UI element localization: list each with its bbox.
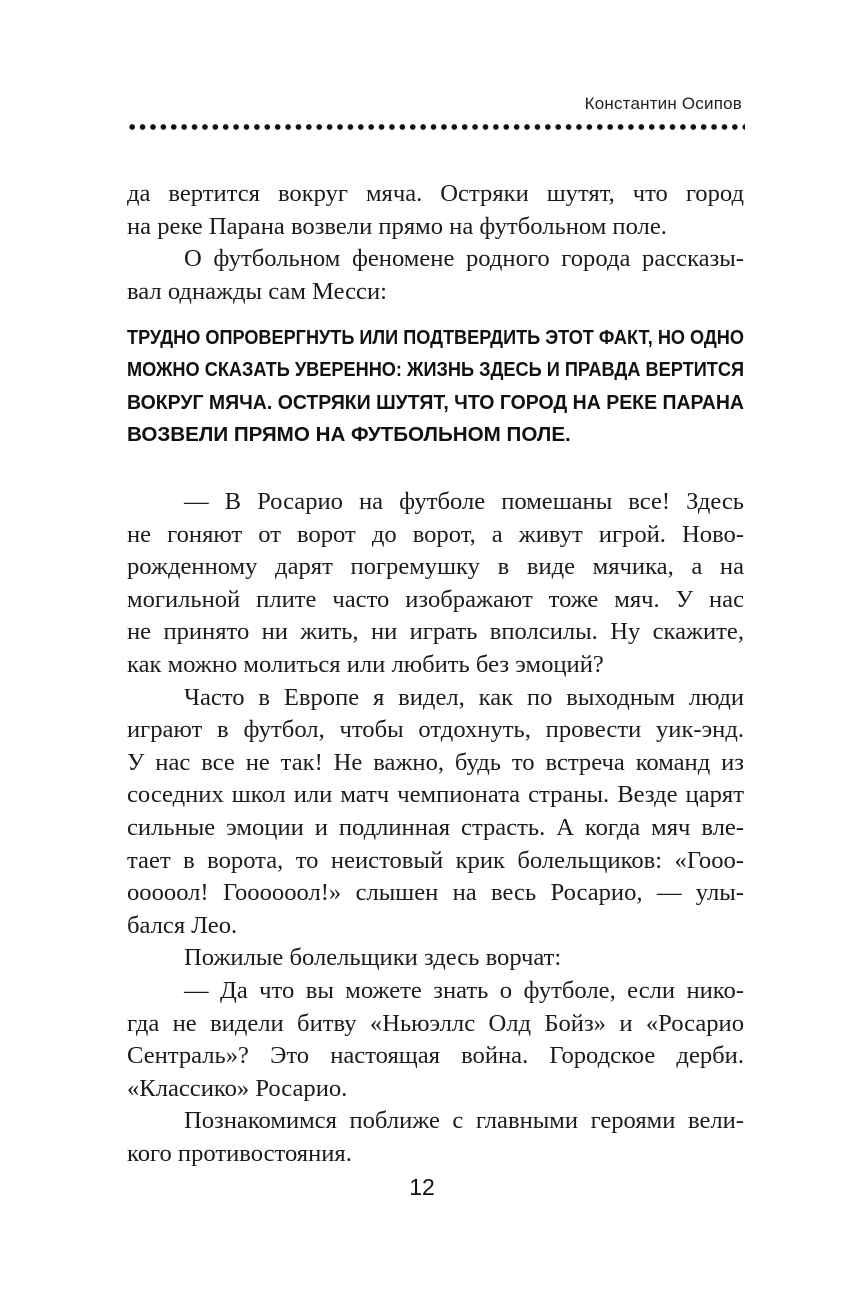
text-line: сильные эмоции и подлинная страсть. А когда мяч вле- — [127, 813, 744, 841]
text-line: как можно молиться или любить без эмоций? — [127, 650, 604, 678]
text-line: кого противостояния. — [127, 1139, 352, 1167]
dotted-rule — [127, 123, 745, 131]
text-line: вал однажды сам Месси: — [127, 277, 387, 305]
text-line: рожденному дарят погремушку в виде мячика, а на — [127, 553, 744, 581]
body-text — [127, 486, 744, 1170]
text-line: — Да что вы можете знать о футболе, если нико- — [184, 976, 744, 1004]
text-line: У нас все не так! Не важно, будь то встреча команд из — [127, 748, 744, 776]
intro-text — [127, 178, 744, 308]
text-line: «Классико» Росарио. — [127, 1074, 348, 1102]
text-line: ооооол! Гоооооол!» слышен на весь Росарио, — улы- — [127, 879, 744, 907]
quote-line: МОЖНО СКАЗАТЬ УВЕРЕННО: ЖИЗНЬ ЗДЕСЬ И ПРАВДА ВЕРТИТСЯ — [127, 358, 745, 382]
text-line: тает в ворота, то неистовый крик болельщиков: «Гооо- — [127, 846, 744, 874]
quote-line: ТРУДНО ОПРОВЕРГНУТЬ ИЛИ ПОДТВЕРДИТЬ ЭТОТ ФАКТ, НО ОДНО — [127, 326, 744, 349]
text-line: бался Лео. — [127, 911, 238, 939]
text-line: не принято ни жить, ни играть вполсилы. Ну скажите, — [127, 618, 744, 646]
text-line: могильной плите часто изображают тоже мяч. У нас — [127, 585, 744, 613]
text-line: — В Росарио на футболе помешаны все! Здесь — [184, 488, 744, 515]
text-line: гда не видели битву «Ньюэллс Олд Бойз» и «Росарио — [127, 1009, 744, 1037]
page-number: 12 — [409, 1174, 435, 1200]
text-line: О футбольном феномене родного города рассказы- — [184, 245, 744, 273]
text-line: соседних школ или матч чемпионата страны. Везде царят — [127, 781, 744, 809]
text-line: играют в футбол, чтобы отдохнуть, провести уик-энд. — [127, 716, 744, 744]
running-header-author: Константин Осипов — [584, 94, 742, 113]
quote-line: ВОКРУГ МЯЧА. ОСТРЯКИ ШУТЯТ, ЧТО ГОРОД НА РЕКЕ ПАРАНА — [127, 390, 745, 414]
quote-line: ВОЗВЕЛИ ПРЯМО НА ФУТБОЛЬНОМ ПОЛЕ. — [127, 422, 571, 446]
pull-quote — [127, 322, 744, 451]
text-line: Сентраль»? Это настоящая война. Городское дерби. — [127, 1042, 744, 1070]
text-line: Познакомимся поближе с главными героями вели- — [184, 1107, 744, 1135]
text-line: на реке Парана возвели прямо на футбольном поле. — [127, 212, 667, 240]
text-line: Часто в Европе я видел, как по выходным люди — [184, 683, 744, 711]
text-line: да вертится вокруг мяча. Остряки шутят, что город — [127, 180, 744, 207]
text-line: не гоняют от ворот до ворот, а живут игрой. Ново- — [127, 520, 744, 548]
text-line: Пожилые болельщики здесь ворчат: — [184, 944, 562, 972]
